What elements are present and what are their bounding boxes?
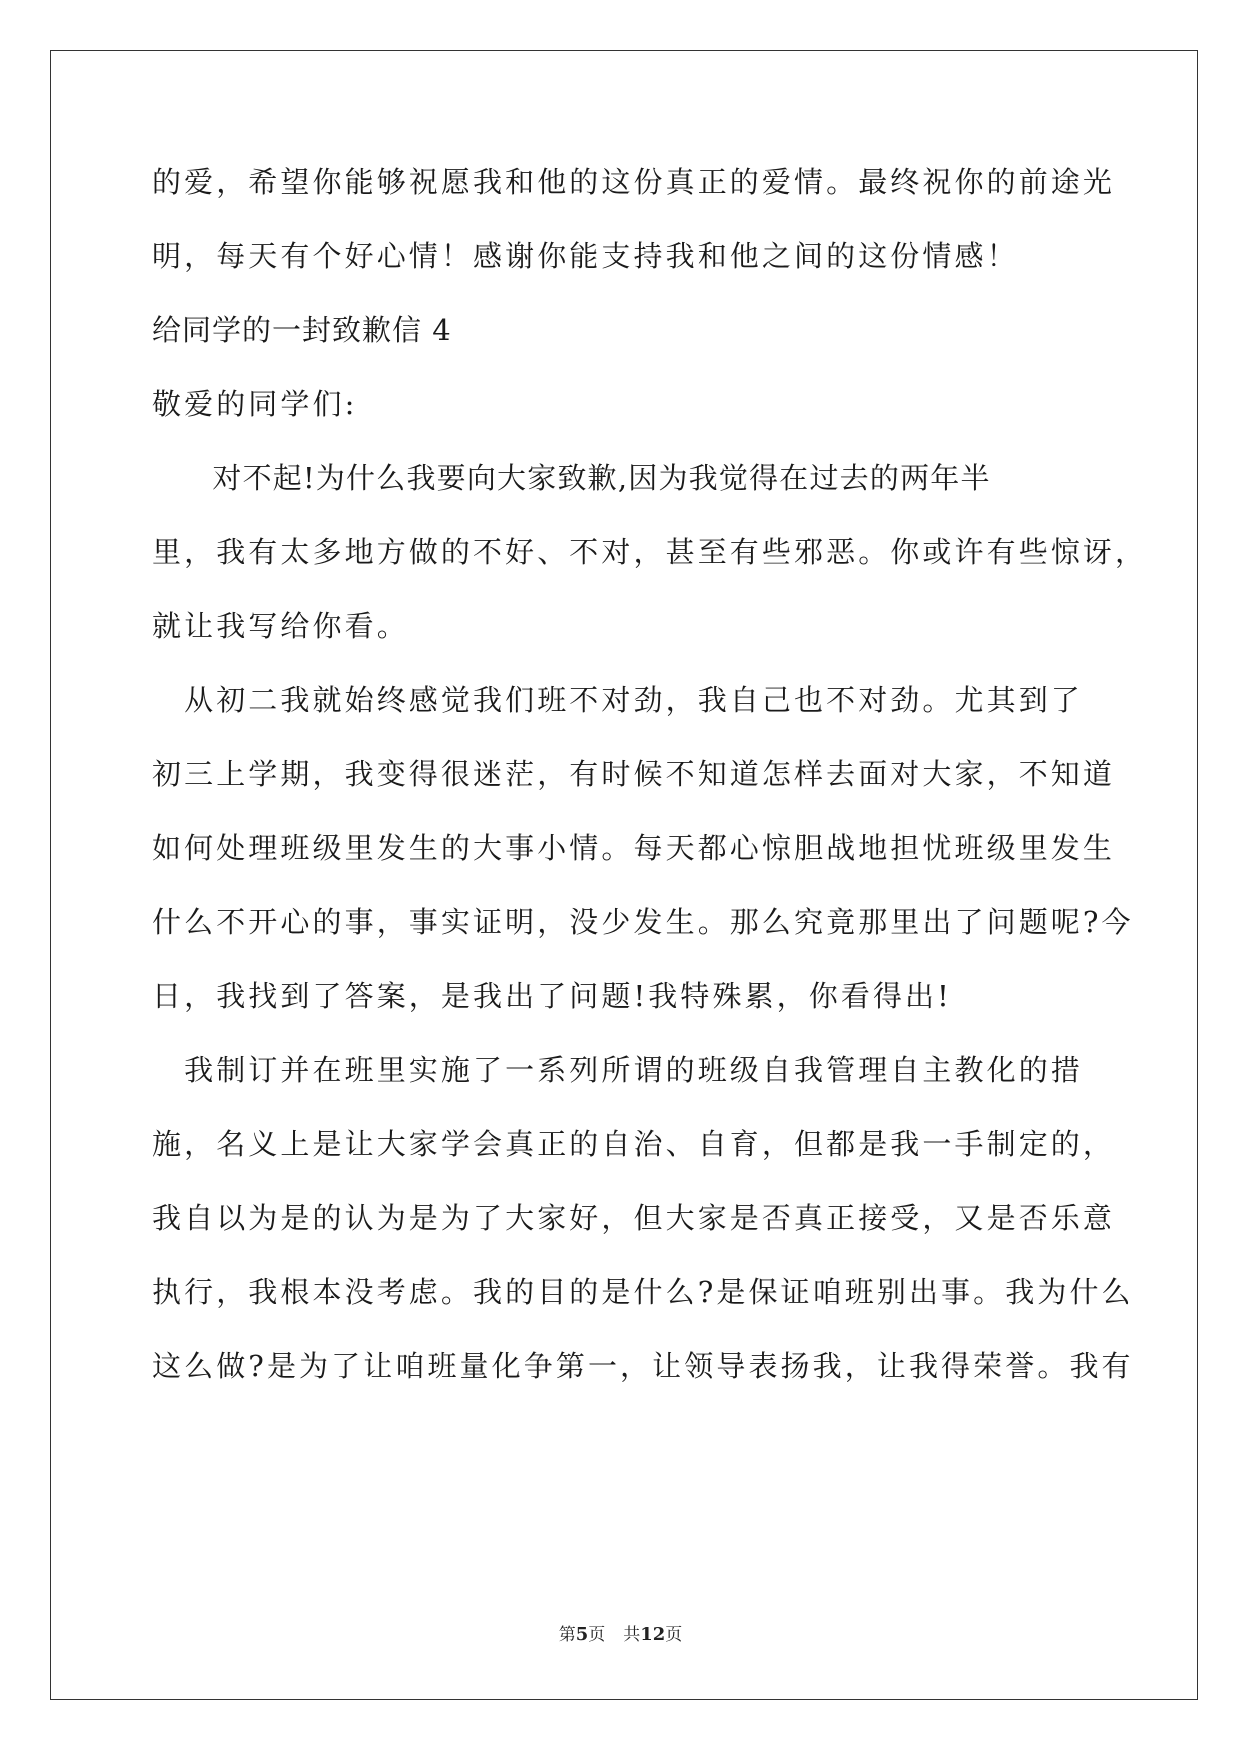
text-line: 什么不开心的事，事实证明，没少发生。那么究竟那里出了问题呢?今	[152, 905, 1134, 939]
text-line: 这么做?是为了让咱班量化争第一，让领导表扬我，让我得荣誉。我有	[152, 1349, 1134, 1383]
text-line: 我制订并在班里实施了一系列所谓的班级自我管理自主教化的措	[152, 1053, 1083, 1087]
text-line: 明，每天有个好心情！感谢你能支持我和他之间的这份情感！	[152, 239, 1019, 273]
text-line: 初三上学期，我变得很迷茫，有时候不知道怎样去面对大家，不知道	[152, 757, 1116, 791]
text-line: 执行，我根本没考虑。我的目的是什么?是保证咱班别出事。我为什么	[152, 1275, 1134, 1309]
text-line: 施，名义上是让大家学会真正的自治、自育，但都是我一手制定的，	[152, 1127, 1116, 1161]
footer-page-suffix: 页	[588, 1625, 606, 1645]
current-page-number: 5	[575, 1624, 589, 1645]
footer-prefix: 第	[558, 1625, 576, 1645]
footer-total-suffix: 页	[665, 1625, 683, 1645]
section-title: 给同学的一封致歉信 4	[152, 313, 452, 347]
text-line: 的爱，希望你能够祝愿我和他的这份真正的爱情。最终祝你的前途光	[152, 165, 1116, 199]
text-line: 就让我写给你看。	[152, 609, 409, 643]
text-line: 从初二我就始终感觉我们班不对劲，我自己也不对劲。尤其到了	[152, 683, 1083, 717]
salutation: 敬爱的同学们:	[152, 387, 358, 421]
text-line: 里，我有太多地方做的不好、不对，甚至有些邪恶。你或许有些惊讶，	[152, 535, 1148, 569]
page-footer	[0, 1623, 1241, 1647]
text-line: 我自以为是的认为是为了大家好，但大家是否真正接受，又是否乐意	[152, 1201, 1116, 1235]
text-line: 日，我找到了答案，是我出了问题!我特殊累，你看得出!	[152, 979, 952, 1013]
total-page-count: 12	[640, 1624, 666, 1645]
page-border	[50, 50, 1198, 1700]
text-line: 对不起!为什么我要向大家致歉,因为我觉得在过去的两年半	[152, 461, 991, 495]
footer-total-prefix: 共	[623, 1625, 641, 1645]
text-line: 如何处理班级里发生的大事小情。每天都心惊胆战地担忧班级里发生	[152, 831, 1116, 865]
